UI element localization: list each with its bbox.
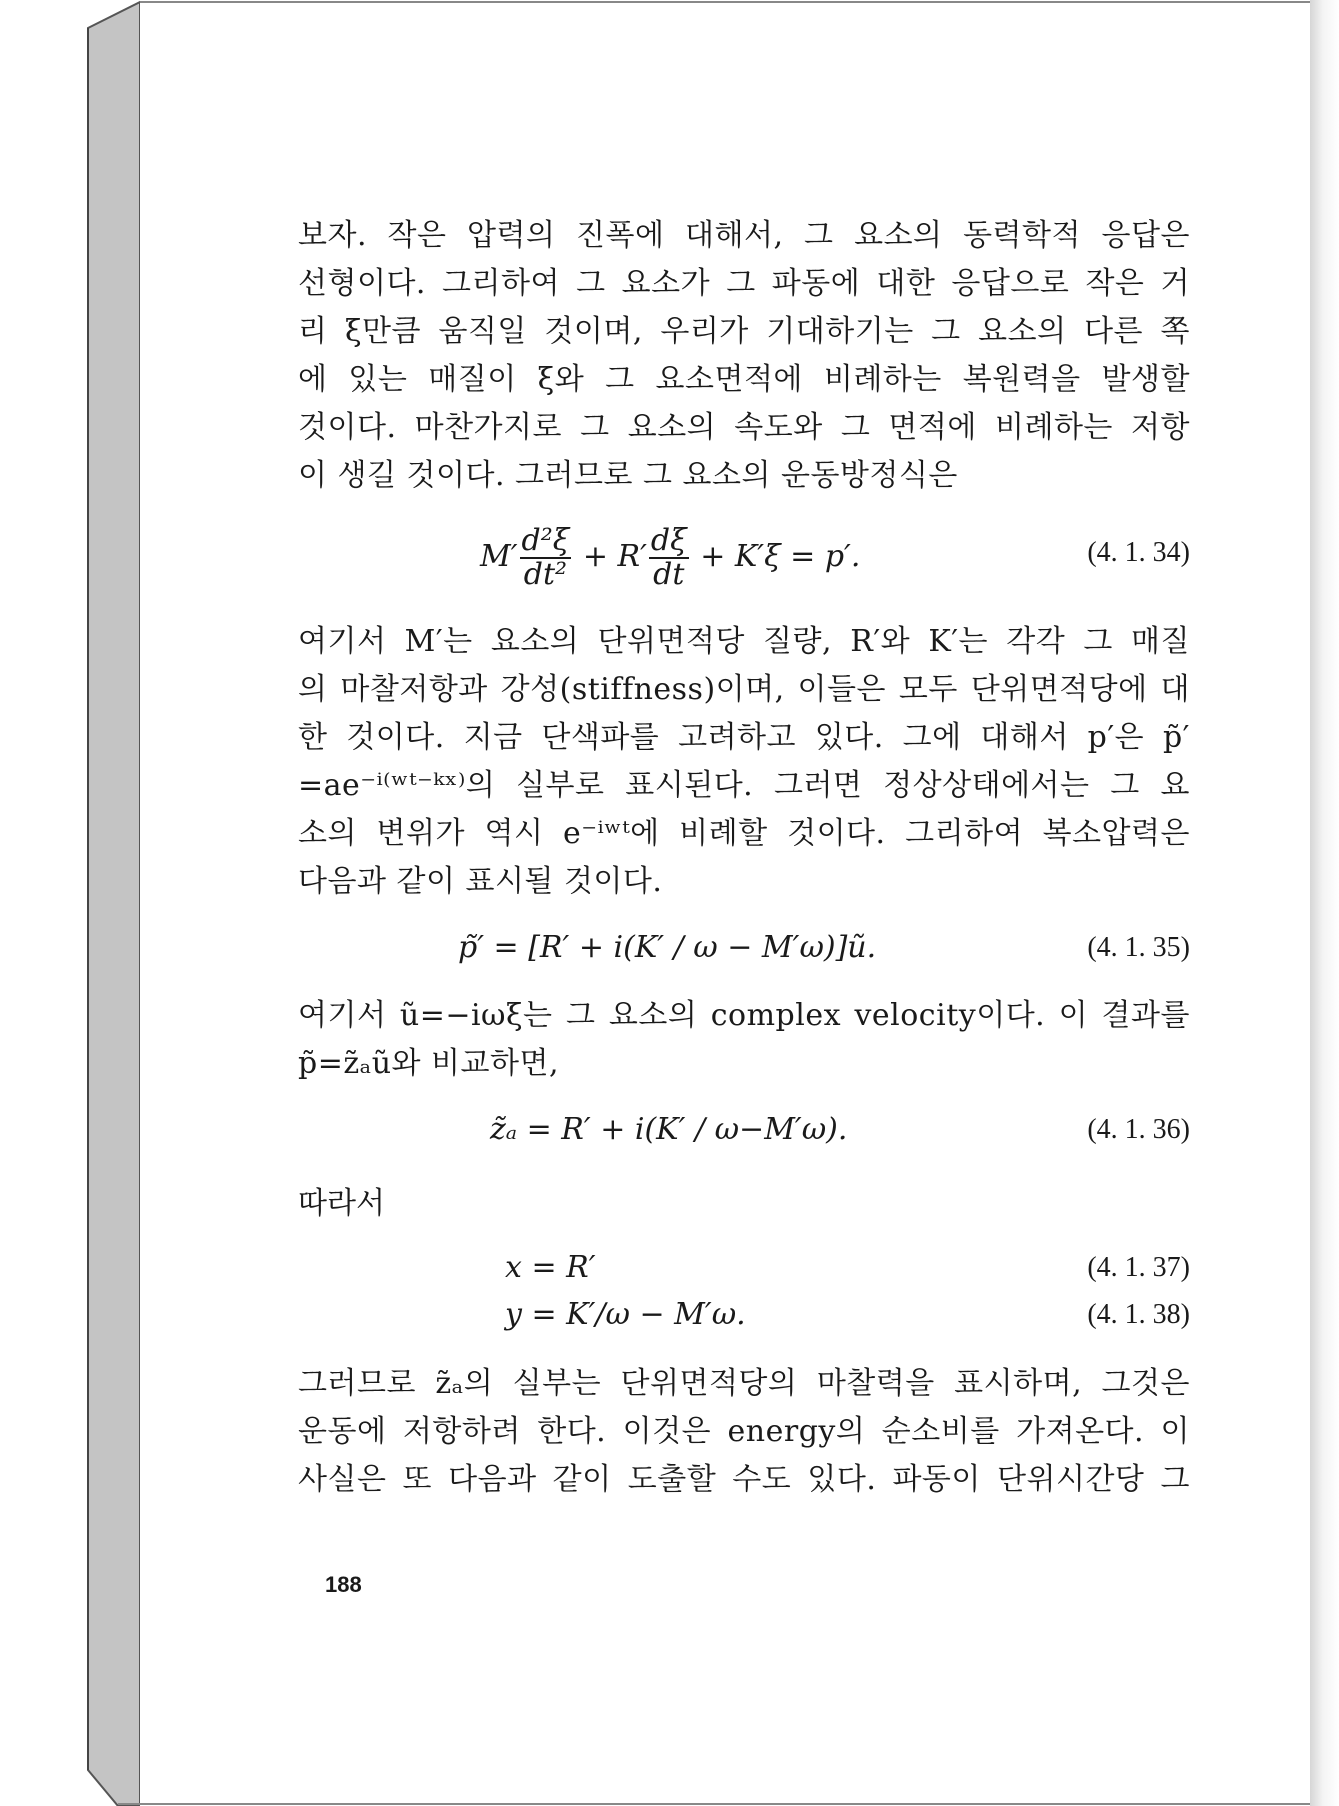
equation-number: (4. 1. 38) bbox=[1087, 1299, 1190, 1330]
eq-numerator: d²ξ bbox=[521, 523, 570, 558]
paragraph-4 bbox=[298, 1360, 1190, 1504]
eq-fraction bbox=[649, 525, 689, 591]
equation-4-1-37: x = R′ bbox=[505, 1250, 596, 1285]
paragraph-1 bbox=[298, 212, 1190, 500]
therefore-text: 따라서 bbox=[298, 1186, 385, 1221]
text-line: 여기서 ũ=−iωξ는 그 요소의 complex velocity이다. 이 결과를 bbox=[298, 998, 1190, 1033]
text-line: 선형이다. 그리하여 그 요소가 그 파동에 대한 응답으로 작은 거 bbox=[298, 266, 1190, 301]
paragraph-3 bbox=[298, 992, 1190, 1088]
text-line: 사실은 또 다음과 같이 도출할 수도 있다. 파동이 단위시간당 그 bbox=[298, 1462, 1190, 1497]
text-line: 이 생길 것이다. 그러므로 그 요소의 운동방정식은 bbox=[298, 458, 958, 493]
text-line: 리 ξ만큼 움직일 것이며, 우리가 기대하기는 그 요소의 다른 쪽 bbox=[298, 314, 1190, 349]
text-line: 그러므로 z̃ₐ의 실부는 단위면적당의 마찰력을 표시하며, 그것은 bbox=[298, 1366, 1190, 1401]
text-line: 다음과 같이 표시될 것이다. bbox=[298, 864, 663, 899]
eq-numerator: dξ bbox=[650, 523, 687, 558]
equation-number: (4. 1. 35) bbox=[1087, 932, 1190, 963]
text-line: 에 있는 매질이 ξ와 그 요소면적에 비례하는 복원력을 발생할 bbox=[298, 362, 1190, 397]
text-line: 소의 변위가 역시 e⁻ⁱʷᵗ에 비례할 것이다. 그리하여 복소압력은 bbox=[298, 816, 1190, 851]
eq-term: + R′ bbox=[582, 539, 647, 574]
eq-denominator: dt bbox=[653, 557, 685, 592]
equation-4-1-35: p̃′ = [R′ + i(K′ / ω − M′ω)]ũ. bbox=[458, 930, 877, 965]
equation-number: (4. 1. 36) bbox=[1087, 1114, 1190, 1145]
eq-term: M′ bbox=[480, 539, 518, 574]
text-line: 보자. 작은 압력의 진폭에 대해서, 그 요소의 동력학적 응답은 bbox=[298, 218, 1190, 253]
text-line: 것이다. 마찬가지로 그 요소의 속도와 그 면적에 비례하는 저항 bbox=[298, 410, 1190, 445]
text-line: 의 마찰저항과 강성(stiffness)이며, 이들은 모두 단위면적당에 대 bbox=[298, 672, 1190, 707]
text-line: p̃=z̃ₐũ와 비교하면, bbox=[298, 1046, 560, 1081]
text-line: 한 것이다. 지금 단색파를 고려하고 있다. 그에 대해서 p′은 p̃′ bbox=[298, 720, 1190, 755]
equation-4-1-38: y = K′/ω − M′ω. bbox=[505, 1297, 746, 1332]
eq-fraction bbox=[520, 525, 572, 591]
equation-number: (4. 1. 34) bbox=[1087, 537, 1190, 568]
eq-term: + K′ξ = p′. bbox=[700, 539, 861, 574]
text-line: =ae⁻ⁱ⁽ʷᵗ⁻ᵏˣ⁾의 실부로 표시된다. 그러면 정상상태에서는 그 요 bbox=[298, 768, 1190, 803]
paragraph-2 bbox=[298, 618, 1190, 906]
eq-denominator: dt² bbox=[523, 557, 568, 592]
equation-4-1-34 bbox=[480, 525, 860, 591]
page-number: 188 bbox=[325, 1572, 362, 1597]
text-line: 운동에 저항하려 한다. 이것은 energy의 순소비를 가져온다. 이 bbox=[298, 1414, 1190, 1449]
text-line: 여기서 M′는 요소의 단위면적당 질량, R′와 K′는 각각 그 매질 bbox=[298, 624, 1190, 659]
equation-number: (4. 1. 37) bbox=[1087, 1252, 1190, 1283]
equation-4-1-36: z̃ₐ = R′ + i(K′ / ω−M′ω). bbox=[490, 1112, 848, 1147]
